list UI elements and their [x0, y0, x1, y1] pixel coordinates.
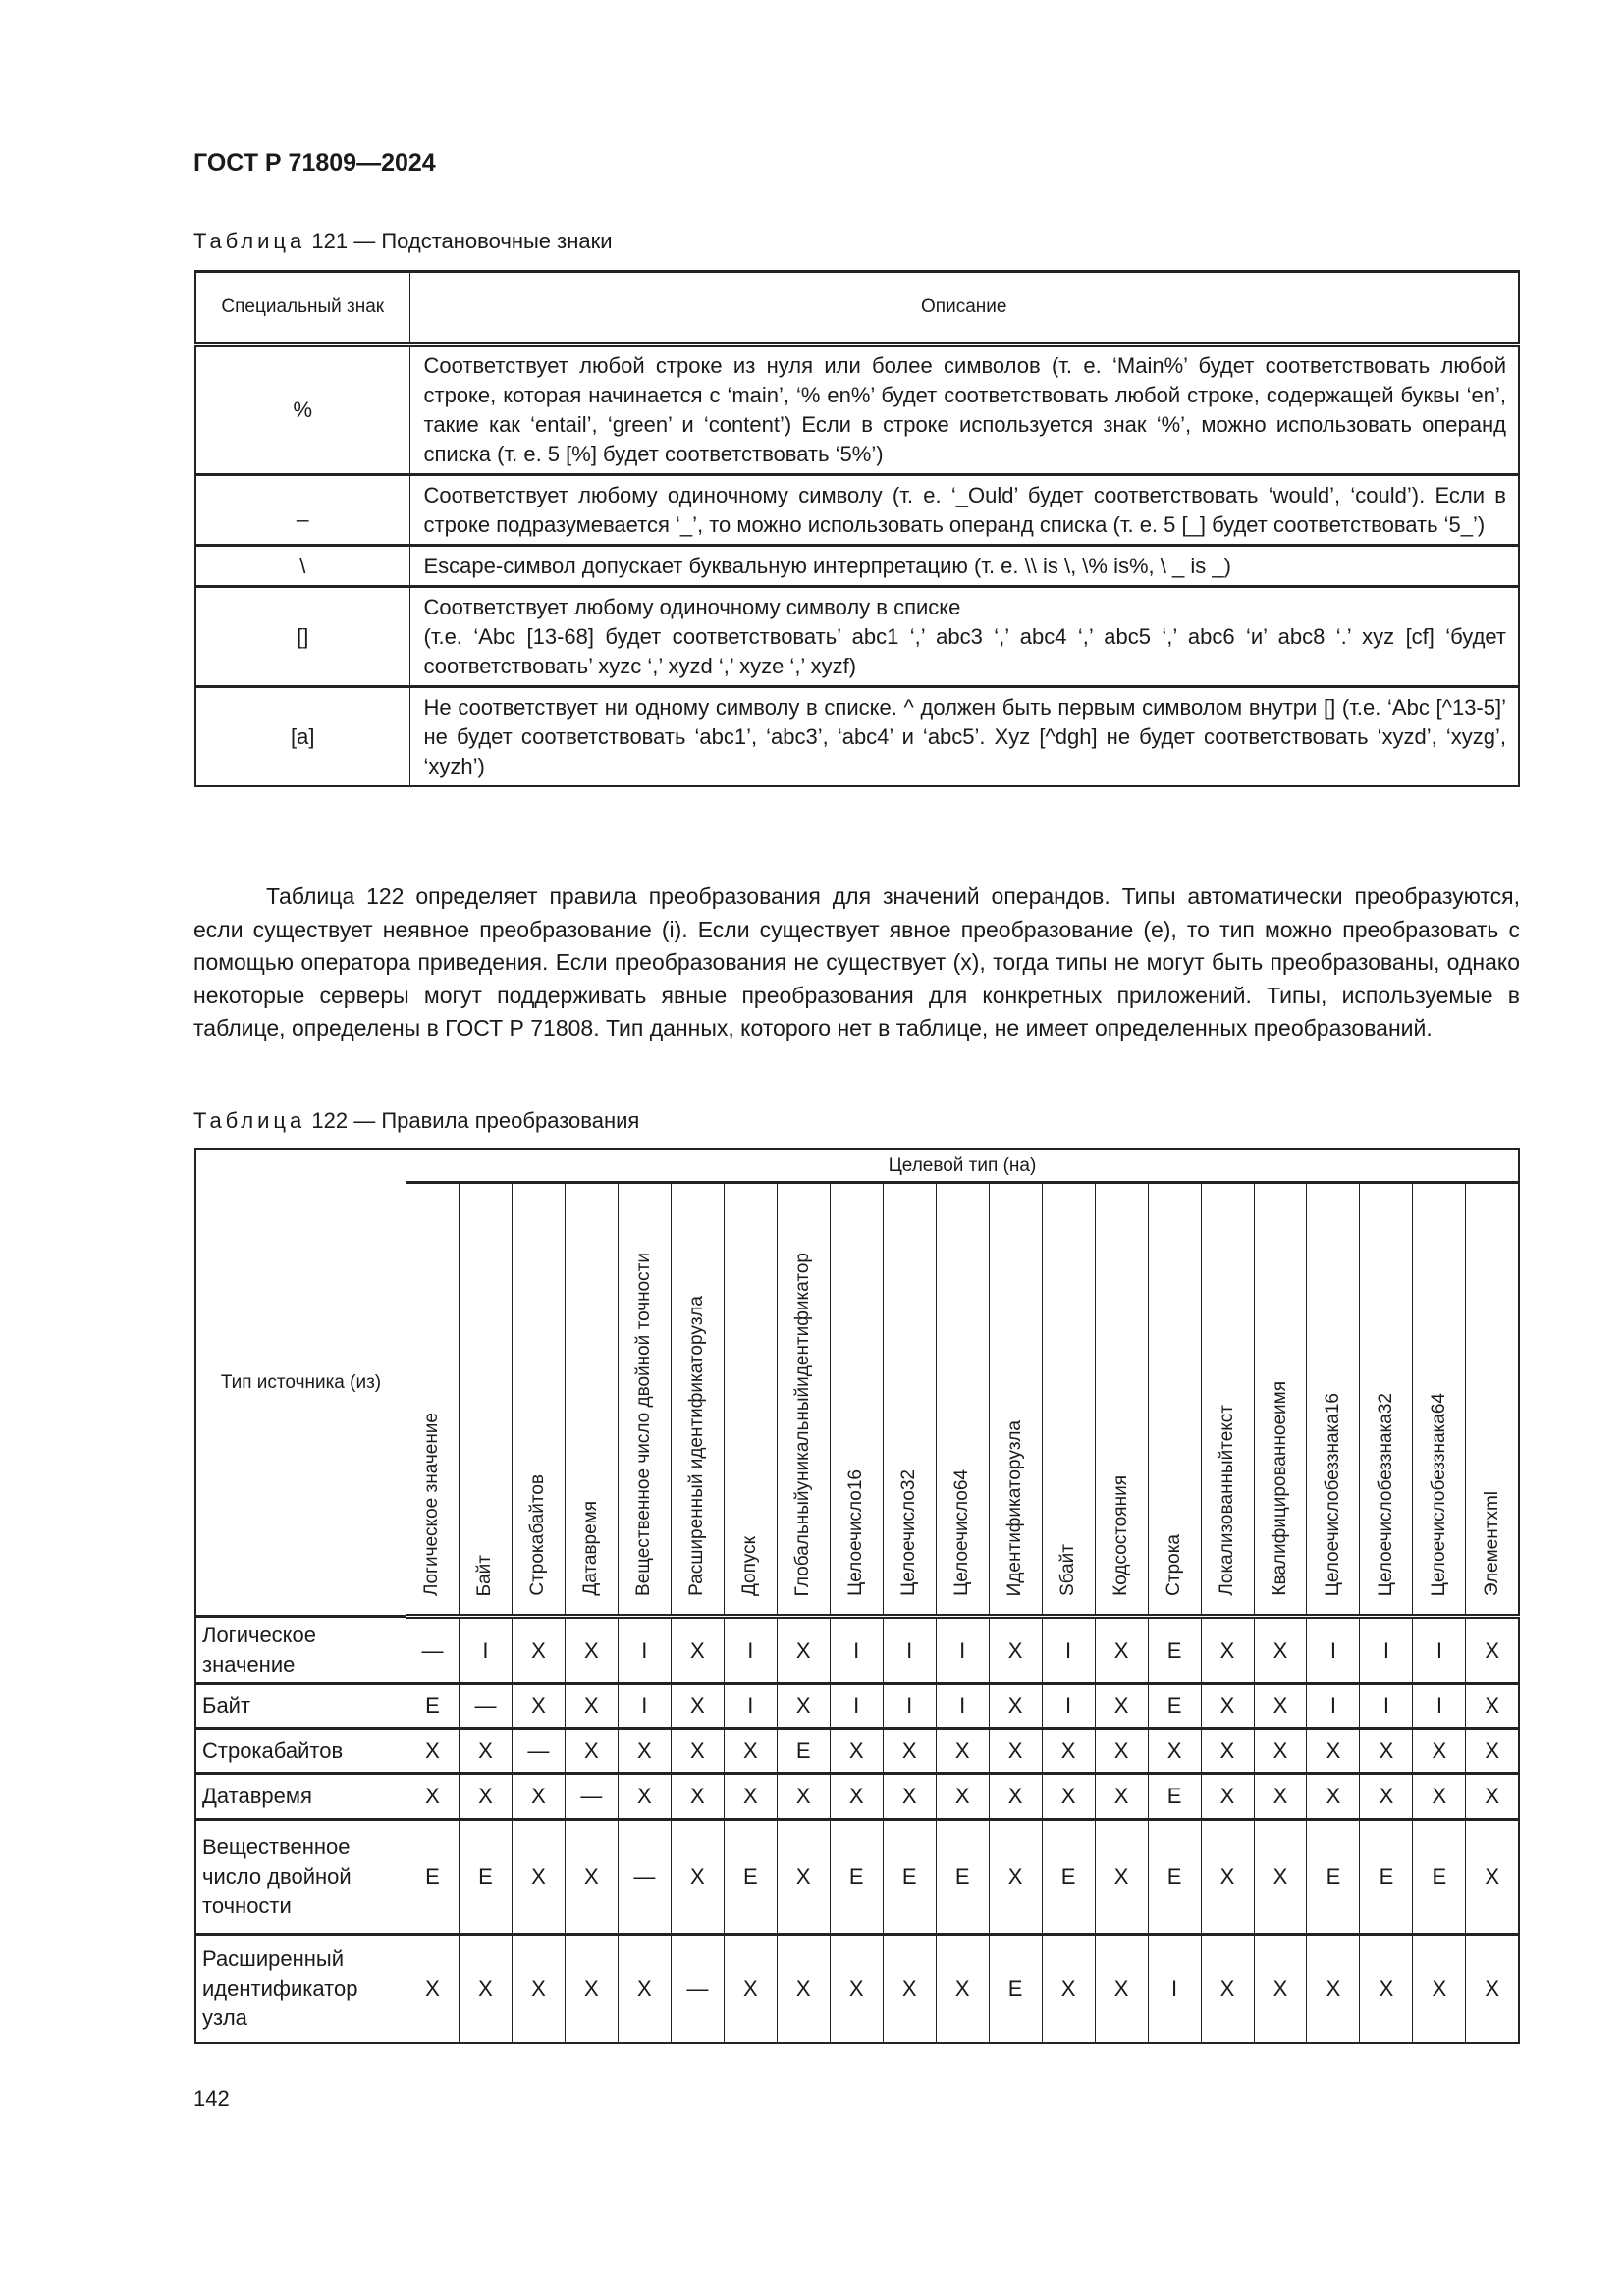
column-header — [936, 1183, 989, 1617]
description: Соответствует любой строке из нуля или более символов (т. е. ‘Main%’ будет соответствовать любой строке, которая начинается с ‘main’, ‘% en%’ будет соответствовать любой строке, содержащей буквы ‘en’, такие как ‘entail’, ‘green’ и ‘content’) Если в строке используется знак ‘%’, можно использовать операнд списка (т. е. 5 [%] будет соответствовать ‘5%’) — [409, 345, 1519, 475]
conversion-cell: E — [936, 1820, 989, 1935]
conversion-cell: X — [1042, 1729, 1095, 1774]
conversion-cell: I — [936, 1684, 989, 1729]
page-number: 142 — [193, 2086, 230, 2110]
special-sign: % — [195, 345, 409, 475]
conversion-cell: X — [1095, 1617, 1148, 1684]
conversion-cell: X — [512, 1617, 565, 1684]
column-header-label: Целоечислобеззнака32 — [1375, 1392, 1396, 1596]
conversion-cell: X — [1201, 1617, 1254, 1684]
conversion-cell: E — [1360, 1820, 1413, 1935]
conversion-cell: X — [1466, 1774, 1519, 1820]
conversion-cell: X — [459, 1729, 512, 1774]
description: Соответствует любому одиночному символу (т. е. ‘_Ould’ будет соответствовать ‘would’, ‘could’). Если в строке подразумевается ‘_’, то можно использовать операнд списка (т. е. 5 [_] будет соответствовать ‘5_’) — [409, 475, 1519, 546]
column-header-label: Строка — [1164, 1534, 1185, 1596]
conversion-cell: X — [1042, 1935, 1095, 2043]
conversion-cell: X — [830, 1935, 883, 2043]
conversion-cell: X — [936, 1774, 989, 1820]
column-header — [989, 1183, 1042, 1617]
conversion-cell: — — [512, 1729, 565, 1774]
conversion-cell: — — [618, 1820, 671, 1935]
conversion-cell: I — [618, 1617, 671, 1684]
conversion-cell: E — [1307, 1820, 1360, 1935]
column-header-label: Локализованныйтекст — [1217, 1405, 1238, 1596]
conversion-cell: X — [1254, 1820, 1307, 1935]
column-header — [1360, 1183, 1413, 1617]
conversion-cell: X — [1360, 1935, 1413, 2043]
conversion-cell: X — [671, 1729, 724, 1774]
conversion-cell: X — [936, 1935, 989, 2043]
column-header — [724, 1183, 777, 1617]
description: Соответствует любому одиночному символу в списке (т.е. ‘Abc [13-68] будет соответствовать’ abc1 ‘,’ abc3 ‘,’ abc4 ‘,’ abc5 ‘,’ abc6 ‘и’ abc8 ‘.’ xyz [cf] ‘будет соответствовать’ xyzc ‘,’ xyzd ‘,’ xyze ‘,’ xyzf) — [409, 587, 1519, 687]
conversion-rules-table — [194, 1148, 1520, 2044]
table-row — [195, 345, 1519, 475]
column-header-label: Строкабайтов — [527, 1474, 549, 1596]
table-row — [195, 1617, 1519, 1684]
table-row — [195, 587, 1519, 687]
column-header — [618, 1183, 671, 1617]
caption-prefix: Таблица — [193, 229, 306, 253]
conversion-cell: E — [724, 1820, 777, 1935]
conversion-cell: X — [1095, 1729, 1148, 1774]
conversion-cell: X — [618, 1774, 671, 1820]
conversion-cell: X — [777, 1774, 830, 1820]
conversion-cell: I — [830, 1684, 883, 1729]
conversion-cell: X — [777, 1935, 830, 2043]
conversion-cell: X — [565, 1684, 618, 1729]
column-header-label: Расширенный идентификаторузла — [686, 1296, 708, 1596]
conversion-cell: X — [406, 1729, 460, 1774]
column-header — [459, 1183, 512, 1617]
conversion-cell: X — [1042, 1774, 1095, 1820]
conversion-cell: E — [1042, 1820, 1095, 1935]
column-header — [1413, 1183, 1466, 1617]
table-row — [195, 1935, 1519, 2043]
conversion-cell: X — [830, 1729, 883, 1774]
conversion-cell: X — [565, 1617, 618, 1684]
conversion-cell: I — [1042, 1617, 1095, 1684]
conversion-cell: X — [512, 1684, 565, 1729]
conversion-cell: I — [1148, 1935, 1201, 2043]
conversion-cell: X — [830, 1774, 883, 1820]
table-121-caption — [193, 229, 613, 254]
table-row — [195, 1820, 1519, 1935]
conversion-cell: X — [1413, 1729, 1466, 1774]
conversion-cell: E — [406, 1820, 460, 1935]
conversion-cell: — — [565, 1774, 618, 1820]
special-sign: \ — [195, 546, 409, 587]
conversion-cell: E — [989, 1935, 1042, 2043]
conversion-cell: X — [1201, 1774, 1254, 1820]
conversion-cell: X — [989, 1684, 1042, 1729]
column-header-label: Байт — [474, 1554, 496, 1596]
conversion-cell: E — [459, 1820, 512, 1935]
conversion-cell: X — [406, 1774, 460, 1820]
conversion-cell: X — [459, 1774, 512, 1820]
conversion-cell: X — [565, 1820, 618, 1935]
table-122-caption — [193, 1108, 639, 1134]
conversion-cell: X — [1466, 1617, 1519, 1684]
conversion-cell: E — [1148, 1820, 1201, 1935]
column-header-label: Целоечисло32 — [898, 1469, 920, 1596]
column-header-label: Логическое значение — [421, 1413, 443, 1596]
conversion-cell: X — [1360, 1729, 1413, 1774]
conversion-cell: X — [1095, 1820, 1148, 1935]
conversion-cell: X — [1254, 1935, 1307, 2043]
conversion-cell: X — [724, 1729, 777, 1774]
column-header — [1201, 1183, 1254, 1617]
conversion-cell: X — [883, 1774, 936, 1820]
conversion-cell: I — [724, 1684, 777, 1729]
column-header-label: Допуск — [739, 1535, 761, 1596]
conversion-cell: X — [1466, 1684, 1519, 1729]
description: Не соответствует ни одному символу в списке. ^ должен быть первым символом внутри [] (т.е. ‘Abc [^13-5]’ не будет соответствовать ‘abc1’, ‘abc3’, ‘abc4’ и ‘abc5’. Xyz [^dgh] не будет соответствовать ‘xyzd’, ‘xyzg’, ‘xyzh’) — [409, 687, 1519, 787]
conversion-cell: X — [1254, 1617, 1307, 1684]
conversion-cell: X — [512, 1820, 565, 1935]
conversion-cell: X — [1307, 1729, 1360, 1774]
source-type-label: Расширенный идентификатор узла — [195, 1935, 406, 2043]
conversion-cell: X — [618, 1935, 671, 2043]
conversion-cell: E — [830, 1820, 883, 1935]
conversion-cell: I — [883, 1617, 936, 1684]
conversion-cell: X — [777, 1617, 830, 1684]
conversion-cell: I — [1307, 1617, 1360, 1684]
conversion-cell: X — [883, 1935, 936, 2043]
column-header-label: Идентификаторузла — [1004, 1419, 1026, 1596]
conversion-cell: X — [512, 1774, 565, 1820]
column-header — [1148, 1183, 1201, 1617]
conversion-cell: X — [406, 1935, 460, 2043]
column-header-label: Квалифицированноеимя — [1269, 1381, 1290, 1596]
column-header — [406, 1183, 460, 1617]
conversion-cell: X — [1466, 1729, 1519, 1774]
conversion-cell: E — [1148, 1617, 1201, 1684]
conversion-cell: X — [1095, 1935, 1148, 2043]
conversion-cell: X — [671, 1617, 724, 1684]
column-header-label: Глобальныйуникальныйидентификатор — [792, 1252, 814, 1596]
conversion-cell: — — [406, 1617, 460, 1684]
conversion-cell: I — [618, 1684, 671, 1729]
column-header-label: Вещественное число двойной точности — [633, 1253, 655, 1596]
conversion-cell: I — [936, 1617, 989, 1684]
column-header — [1307, 1183, 1360, 1617]
caption-prefix: Таблица — [193, 1108, 306, 1133]
source-type-label: Вещественное число двойной точности — [195, 1820, 406, 1935]
table-row — [195, 1729, 1519, 1774]
column-header-label: Целоечислобеззнака16 — [1322, 1392, 1343, 1596]
column-header-label: Целоечислобеззнака64 — [1428, 1392, 1449, 1596]
conversion-cell: X — [565, 1935, 618, 2043]
conversion-cell: X — [1466, 1820, 1519, 1935]
column-header-label: Элементxml — [1481, 1490, 1502, 1596]
conversion-cell: I — [724, 1617, 777, 1684]
column-header — [883, 1183, 936, 1617]
column-header-label: Кодсостояния — [1110, 1475, 1132, 1596]
conversion-cell: X — [1254, 1729, 1307, 1774]
table-row — [195, 1684, 1519, 1729]
conversion-cell: X — [1307, 1935, 1360, 2043]
column-header-label: Датавремя — [580, 1501, 602, 1596]
conversion-cell: X — [1413, 1774, 1466, 1820]
conversion-cell: X — [1201, 1684, 1254, 1729]
special-sign: [] — [195, 587, 409, 687]
conversion-cell: X — [1307, 1774, 1360, 1820]
conversion-cell: I — [1413, 1617, 1466, 1684]
column-header — [1466, 1183, 1519, 1617]
conversion-cell: — — [671, 1935, 724, 2043]
conversion-cell: X — [1201, 1935, 1254, 2043]
body-paragraph: Таблица 122 определяет правила преобразования для значений операндов. Типы автоматически преобразуются, если существует неявное преобразование (i). Если существует явное преобразование (e), то тип можно преобразовать с помощью оператора приведения. Если преобразования не существует (x), тогда типы не могут быть преобразованы, однако некоторые серверы могут поддерживать явные преобразования для конкретных приложений. Типы, используемые в таблице, определены в ГОСТ Р 71808. Тип данных, которого нет в таблице, не имеет определенных преобразований. — [193, 883, 1520, 1041]
column-header — [1254, 1183, 1307, 1617]
wildcard-table — [194, 270, 1520, 787]
conversion-cell: I — [830, 1617, 883, 1684]
description: Escape-символ допускает буквальную интерпретацию (т. е. \\ is \, \% is%, \ _ is _) — [409, 546, 1519, 587]
conversion-cell: X — [1201, 1820, 1254, 1935]
conversion-cell: X — [565, 1729, 618, 1774]
source-type-label: Датавремя — [195, 1774, 406, 1820]
header-special-sign: Специальный знак — [195, 272, 409, 345]
column-header — [1095, 1183, 1148, 1617]
conversion-cell: I — [459, 1617, 512, 1684]
conversion-cell: E — [1413, 1820, 1466, 1935]
conversion-cell: X — [671, 1820, 724, 1935]
conversion-cell: X — [1148, 1729, 1201, 1774]
header-target-type: Целевой тип (на) — [406, 1149, 1520, 1183]
conversion-cell: I — [1360, 1617, 1413, 1684]
column-header-label: Целоечисло16 — [845, 1469, 867, 1596]
table-row — [195, 475, 1519, 546]
caption-text: 121 — Подстановочные знаки — [311, 229, 613, 253]
column-header-label: Sбайт — [1057, 1543, 1079, 1596]
source-type-label: Логическое значение — [195, 1617, 406, 1684]
column-header-label: Целоечисло64 — [951, 1469, 973, 1596]
conversion-cell: E — [406, 1684, 460, 1729]
conversion-cell: X — [777, 1820, 830, 1935]
conversion-cell: X — [724, 1774, 777, 1820]
header-source-type: Тип источника (из) — [195, 1149, 406, 1617]
special-sign: [a] — [195, 687, 409, 787]
conversion-cell: X — [1360, 1774, 1413, 1820]
conversion-cell: X — [671, 1684, 724, 1729]
conversion-cell: X — [618, 1729, 671, 1774]
caption-text: 122 — Правила преобразования — [311, 1108, 640, 1133]
source-type-label: Строкабайтов — [195, 1729, 406, 1774]
conversion-cell: X — [1095, 1684, 1148, 1729]
conversion-cell: X — [1466, 1935, 1519, 2043]
conversion-cell: E — [1148, 1774, 1201, 1820]
conversion-cell: X — [1413, 1935, 1466, 2043]
conversion-cell: I — [1413, 1684, 1466, 1729]
conversion-cell: X — [459, 1935, 512, 2043]
conversion-cell: X — [989, 1774, 1042, 1820]
special-sign: _ — [195, 475, 409, 546]
table-row — [195, 687, 1519, 787]
conversion-cell: X — [989, 1617, 1042, 1684]
table-row — [195, 546, 1519, 587]
conversion-cell: I — [883, 1684, 936, 1729]
conversion-cell: E — [777, 1729, 830, 1774]
conversion-cell: — — [459, 1684, 512, 1729]
conversion-cell: X — [1254, 1774, 1307, 1820]
conversion-cell: X — [936, 1729, 989, 1774]
conversion-cell: X — [671, 1774, 724, 1820]
conversion-cell: X — [1201, 1729, 1254, 1774]
conversion-cell: E — [1148, 1684, 1201, 1729]
conversion-cell: X — [1095, 1774, 1148, 1820]
conversion-cell: I — [1307, 1684, 1360, 1729]
column-header — [830, 1183, 883, 1617]
column-header — [512, 1183, 565, 1617]
header-description: Описание — [409, 272, 1519, 345]
conversion-cell: X — [989, 1820, 1042, 1935]
column-header — [565, 1183, 618, 1617]
conversion-cell: I — [1042, 1684, 1095, 1729]
document-header: ГОСТ Р 71809—2024 — [193, 149, 436, 177]
conversion-cell: E — [883, 1820, 936, 1935]
column-header — [671, 1183, 724, 1617]
column-header — [1042, 1183, 1095, 1617]
conversion-cell: X — [777, 1684, 830, 1729]
conversion-cell: X — [724, 1935, 777, 2043]
source-type-label: Байт — [195, 1684, 406, 1729]
table-row — [195, 1774, 1519, 1820]
column-header — [777, 1183, 830, 1617]
conversion-cell: X — [883, 1729, 936, 1774]
conversion-cell: X — [1254, 1684, 1307, 1729]
conversion-cell: X — [989, 1729, 1042, 1774]
conversion-cell: I — [1360, 1684, 1413, 1729]
conversion-cell: X — [512, 1935, 565, 2043]
